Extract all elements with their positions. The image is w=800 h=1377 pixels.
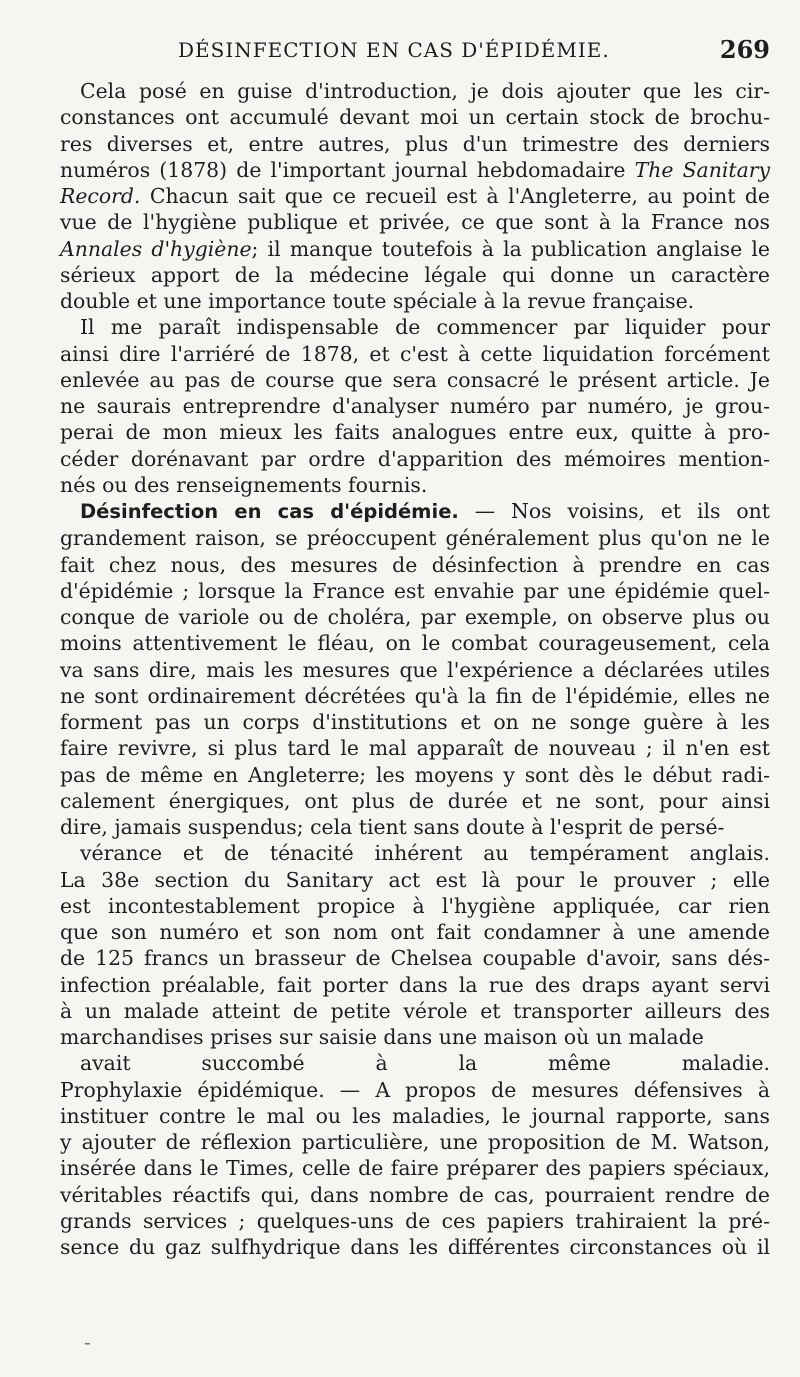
- text-line: grands services ; quelques-uns de ces papiers trahiraient la pré-: [60, 1208, 770, 1233]
- text-line: avait succombé à la même maladie.: [80, 1051, 770, 1076]
- page-header: [60, 35, 770, 68]
- text-line: vue de l'hygiène publique et privée, ce que sont à la France nos: [60, 210, 770, 235]
- text-line: grandement raison, se préoccupent généralement plus qu'on ne le: [60, 526, 770, 551]
- text-line: fait chez nous, des mesures de désinfection à prendre en cas: [60, 552, 770, 577]
- section-heading: Désinfection en cas d'épidémie.: [80, 500, 459, 523]
- text-line: sence du gaz sulfhydrique dans les différentes circonstances où il: [60, 1235, 770, 1259]
- text-line: infection préalable, fait porter dans la rue des draps ayant servi: [60, 972, 770, 997]
- text-line: calement énergiques, ont plus de durée et ne sont, pour ainsi: [60, 788, 770, 813]
- text-line: ne saurais entreprendre d'analyser numéro par numéro, je grou-: [60, 394, 770, 418]
- text-line: marchandises prises sur saisie dans une maison où un malade: [60, 1025, 704, 1049]
- text-line: constances ont accumulé devant moi un certain stock de brochu-: [60, 105, 770, 130]
- text-line: instituer contre le mal ou les maladies, le journal rapporte, sans: [60, 1103, 770, 1128]
- text-line: conque de variole ou de choléra, par exemple, on observe plus ou: [60, 605, 770, 629]
- text-line: double et une importance toute spéciale à la revue française.: [60, 289, 695, 313]
- text-line: faire revivre, si plus tard le mal apparaît de nouveau ; il n'en est: [60, 736, 770, 761]
- text-line: Désinfection en cas d'épidémie. — Nos voisins, et ils ont: [80, 499, 770, 523]
- text-line: perai de mon mieux les faits analogues entre eux, quitte à pro-: [60, 420, 770, 445]
- text-line: véritables réactifs qui, dans nombre de cas, pourraient rendre de: [60, 1182, 770, 1207]
- text-line: Prophylaxie épidémique. — A propos de mesures défensives à: [60, 1077, 770, 1102]
- text-line: Record. Chacun sait que ce recueil est à l'Angleterre, au point de: [60, 184, 770, 208]
- text-line: nés ou des renseignements fournis.: [60, 472, 428, 497]
- text-line: est incontestablement propice à l'hygiène appliquée, car rien: [60, 893, 770, 918]
- running-title: DÉSINFECTION EN CAS D'ÉPIDÉMIE.: [178, 38, 610, 62]
- text-line: ne sont ordinairement décrétées qu'à la fin de l'épidémie, elles ne: [60, 683, 770, 708]
- text-line: insérée dans le Times, celle de faire préparer des papiers spéciaux,: [60, 1156, 770, 1181]
- text-line: ainsi dire l'arriéré de 1878, et c'est à cette liquidation forcément: [60, 341, 770, 366]
- text-line: Cela posé en guise d'introduction, je dois ajouter que les cir-: [80, 79, 770, 103]
- text-line: dire, jamais suspendus; cela tient sans doute à l'esprit de persé-: [60, 815, 725, 839]
- text-line: que son numéro et son nom ont fait condamner à une amende: [60, 920, 770, 944]
- text-line: sérieux apport de la médecine légale qui donne un caractère: [60, 262, 770, 287]
- text-line: à un malade atteint de petite vérole et transporter ailleurs des: [60, 998, 770, 1023]
- text-line: La 38e section du Sanitary act est là pour le prouver ; elle: [60, 867, 770, 892]
- text-line: res diverses et, entre autres, plus d'un trimestre des derniers: [60, 131, 770, 156]
- text-line: céder dorénavant par ordre d'apparition des mémoires mention-: [60, 446, 770, 471]
- text-line: d'épidémie ; lorsque la France est envahie par une épidémie quel-: [60, 578, 770, 603]
- body-text: [60, 78, 770, 1260]
- text-line: numéros (1878) de l'important journal hebdomadaire The Sanitary: [60, 157, 770, 182]
- text-line: forment pas un corps d'institutions et on ne songe guère à les: [60, 710, 770, 734]
- margin-mark: -: [84, 1330, 91, 1354]
- text-line: va sans dire, mais les mesures que l'expérience a déclarées utiles: [60, 657, 770, 682]
- text-line: enlevée au pas de course que sera consacré le présent article. Je: [60, 367, 770, 392]
- text-line: de 125 francs un brasseur de Chelsea coupable d'avoir, sans dés-: [60, 946, 770, 971]
- text-line: moins attentivement le fléau, on le combat courageusement, cela: [60, 631, 770, 656]
- text-line: pas de même en Angleterre; les moyens y sont dès le début radi-: [60, 762, 770, 787]
- text-line: vérance et de ténacité inhérent au tempérament anglais.: [80, 841, 770, 866]
- page-number: 269: [719, 35, 770, 64]
- text-line: Il me paraît indispensable de commencer par liquider pour: [80, 315, 770, 340]
- text-line: Annales d'hygiène; il manque toutefois à la publication anglaise le: [60, 236, 770, 261]
- text-line: y ajouter de réflexion particulière, une proposition de M. Watson,: [60, 1130, 770, 1154]
